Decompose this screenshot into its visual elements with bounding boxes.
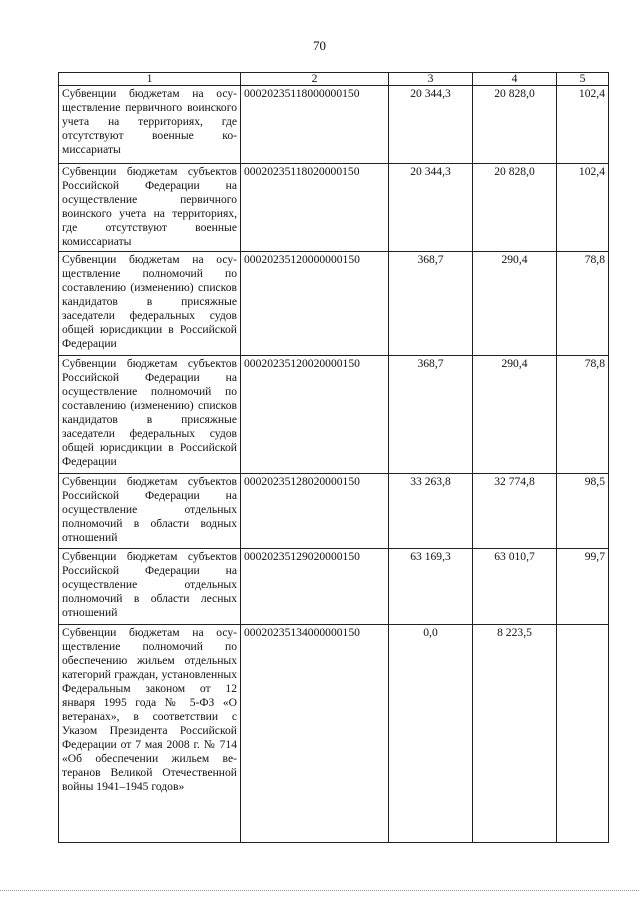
column-header-5: 5 — [557, 73, 609, 86]
scan-edge-divider — [0, 890, 639, 891]
row-col5-cell: 102,4 — [557, 86, 609, 164]
row-col3-cell: 0,0 — [389, 625, 473, 843]
row-col3-cell: 20 344,3 — [389, 164, 473, 252]
column-header-4: 4 — [473, 73, 557, 86]
table-row — [59, 164, 609, 252]
table-row — [59, 549, 609, 625]
row-name-cell: Субвенции бюджетам на осуществление полномочий по составлению (изменению) списков кандидатов в присяжные заседатели федеральных судов общей юрисдикции в Российской Федерации — [59, 252, 241, 356]
column-header-1: 1 — [59, 73, 241, 86]
row-code-cell: 00020235118020000150 — [241, 164, 389, 252]
table-header-row — [59, 73, 609, 86]
row-code-cell: 00020235134000000150 — [241, 625, 389, 843]
page-number: 70 — [313, 38, 326, 53]
row-code-cell: 00020235128020000150 — [241, 474, 389, 549]
row-col4-cell: 20 828,0 — [473, 86, 557, 164]
row-col4-cell: 32 774,8 — [473, 474, 557, 549]
row-code-cell: 00020235120020000150 — [241, 356, 389, 474]
table-row — [59, 356, 609, 474]
row-code-cell: 00020235120000000150 — [241, 252, 389, 356]
row-name-cell: Субвенции бюджетам субъектов Российской Федерации на осуществление полномочий по составлению (изменению) списков кандидатов в присяжные заседатели федеральных судов общей юрисдикции в Российской Федерации — [59, 356, 241, 474]
row-col3-cell: 33 263,8 — [389, 474, 473, 549]
column-header-2: 2 — [241, 73, 389, 86]
row-code-cell: 00020235129020000150 — [241, 549, 389, 625]
table-row — [59, 252, 609, 356]
row-col5-cell: 99,7 — [557, 549, 609, 625]
table-row — [59, 625, 609, 843]
row-col4-cell: 290,4 — [473, 356, 557, 474]
row-col3-cell: 63 169,3 — [389, 549, 473, 625]
row-col5-cell — [557, 625, 609, 843]
row-col3-cell: 368,7 — [389, 252, 473, 356]
row-col4-cell: 63 010,7 — [473, 549, 557, 625]
row-col5-cell: 78,8 — [557, 252, 609, 356]
row-name-cell: Субвенции бюджетам на осуществление первичного воинского учета на территориях, где отсутствуют военные комиссариаты — [59, 86, 241, 164]
budget-table — [58, 72, 609, 843]
row-col3-cell: 368,7 — [389, 356, 473, 474]
row-col5-cell: 102,4 — [557, 164, 609, 252]
row-name-cell: Субвенции бюджетам субъектов Российской Федерации на осуществление первичного воинского учета на территориях, где отсутствуют военные комиссариаты — [59, 164, 241, 252]
row-col4-cell: 8 223,5 — [473, 625, 557, 843]
row-col5-cell: 98,5 — [557, 474, 609, 549]
row-col4-cell: 20 828,0 — [473, 164, 557, 252]
row-col3-cell: 20 344,3 — [389, 86, 473, 164]
row-code-cell: 00020235118000000150 — [241, 86, 389, 164]
row-name-cell: Субвенции бюджетам на осуществление полномочий по обеспечению жильем отдельных категорий граждан, установленных Федеральным законом от 12 января 1995 года № 5-ФЗ «О ветеранах», в соответствии с Указом Президента Российской Федерации от 7 мая 2008 г. № 714 «Об обеспечении жильем ветеранов Великой Отечественной войны 1941–1945 годов» — [59, 625, 241, 843]
row-name-cell: Субвенции бюджетам субъектов Российской Федерации на осуществление отдельных полномочий в области лесных отношений — [59, 549, 241, 625]
row-col4-cell: 290,4 — [473, 252, 557, 356]
table-row — [59, 86, 609, 164]
table-row — [59, 474, 609, 549]
row-name-cell: Субвенции бюджетам субъектов Российской Федерации на осуществление отдельных полномочий в области водных отношений — [59, 474, 241, 549]
column-header-3: 3 — [389, 73, 473, 86]
row-col5-cell: 78,8 — [557, 356, 609, 474]
